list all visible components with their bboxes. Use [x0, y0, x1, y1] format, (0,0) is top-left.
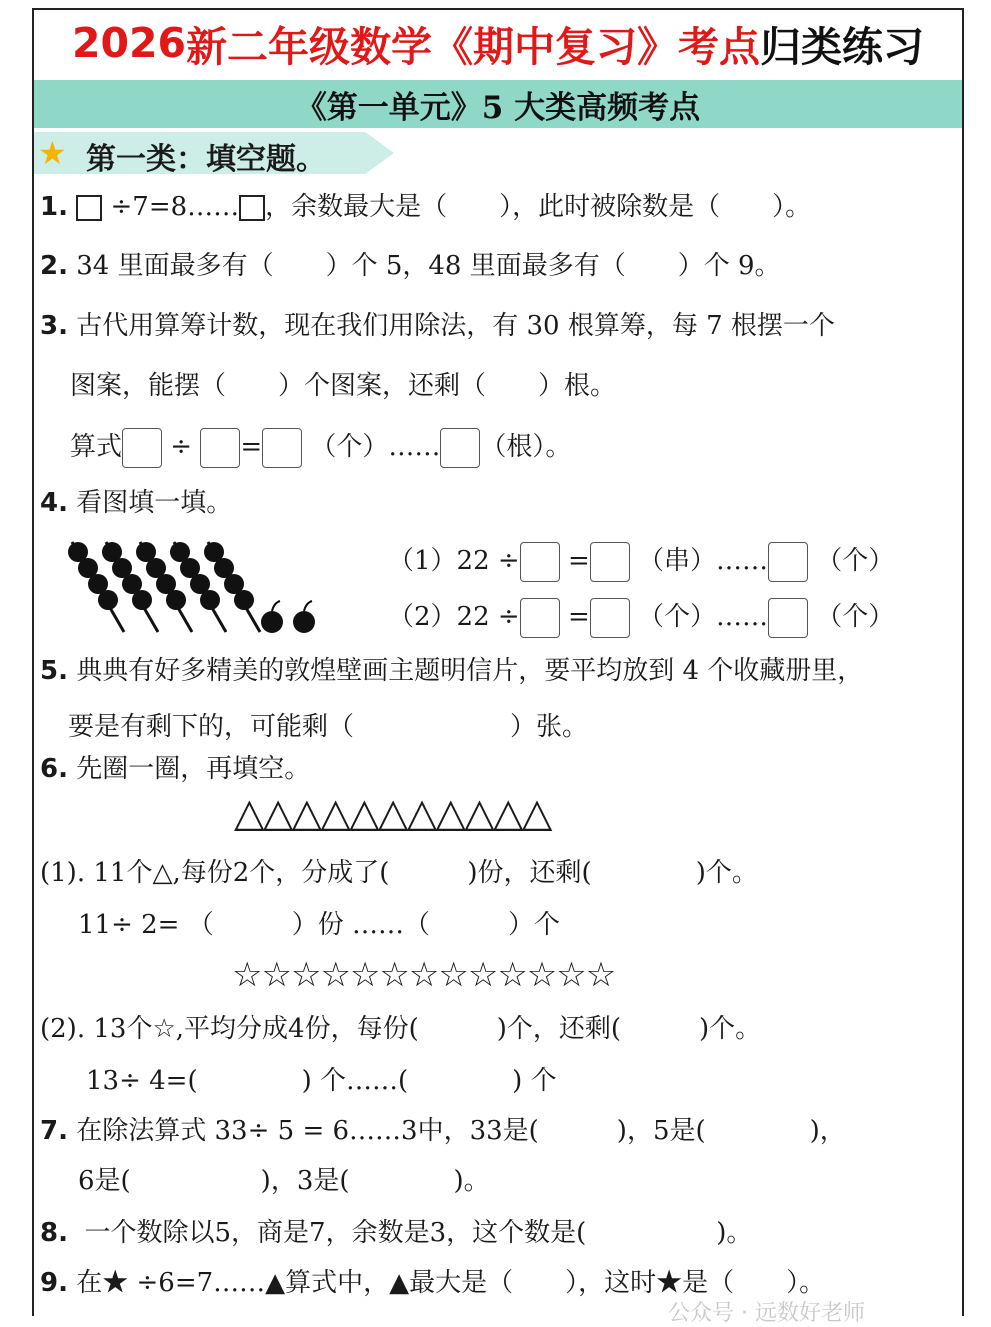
question-4-row1: （1）22 ÷ = （串）…… （个） — [388, 540, 894, 582]
answer-box[interactable] — [520, 542, 560, 582]
stars-row: ☆☆☆☆☆☆☆☆☆☆☆☆☆ — [232, 955, 616, 995]
question-6-part1: (1). 11个△,每份2个，分成了( )份，还剩( )个。 — [40, 858, 758, 888]
blank-box[interactable] — [239, 195, 265, 221]
question-5: 5. 典典有好多精美的敦煌壁画主题明信片，要平均放到 4 个收藏册里， — [40, 656, 864, 686]
answer-box[interactable] — [200, 428, 240, 468]
triangle-icon: △ — [152, 858, 173, 888]
category-label: 第一类：填空题。 — [86, 142, 326, 177]
question-6: 6. 先圈一圈，再填空。 — [40, 754, 311, 784]
question-7-line2: 6是( )，3是( )。 — [78, 1166, 490, 1196]
answer-box[interactable] — [262, 428, 302, 468]
question-3: 3. 古代用算筹计数，现在我们用除法，有 30 根算筹，每 7 根摆一个 — [40, 311, 835, 341]
candied-fruit-image — [62, 538, 332, 638]
question-6-part2: (2). 13个☆,平均分成4份，每份( )个，还剩( )个。 — [40, 1014, 762, 1044]
answer-box[interactable] — [590, 598, 630, 638]
question-6-part2-equation: 13÷ 4=( ) 个……( ) 个 — [86, 1066, 557, 1096]
question-3-formula: 算式 ÷ = （个）…… （根）。 — [70, 426, 571, 468]
question-4-row2: （2）22 ÷ = （个）…… （个） — [388, 596, 894, 638]
answer-box[interactable] — [440, 428, 480, 468]
answer-box[interactable] — [768, 542, 808, 582]
question-3-line2: 图案，能摆（ ）个图案，还剩（ ）根。 — [70, 371, 617, 401]
watermark: 公众号 · 远数好老师 — [668, 1301, 865, 1326]
question-2: 2. 34 里面最多有（ ）个 5，48 里面最多有（ ）个 9。 — [40, 251, 781, 281]
answer-box[interactable] — [768, 598, 808, 638]
question-7: 7. 在除法算式 33÷ 5 = 6……3中，33是( )，5是( )， — [40, 1116, 846, 1146]
question-6-part1-equation: 11÷ 2= （ ）份 ……（ ）个 — [78, 910, 560, 940]
answer-box[interactable] — [122, 428, 162, 468]
triangles-row: △△△△△△△△△△△ — [234, 790, 551, 836]
answer-box[interactable] — [520, 598, 560, 638]
question-8: 8. 一个数除以5，商是7，余数是3，这个数是( )。 — [40, 1218, 753, 1248]
question-1: 1. ÷7=8…… ，余数最大是（ ），此时被除数是（ ）。 — [40, 192, 812, 222]
page-title: 2026 新二年级数学 《期中复习》考点 归类练习 — [71, 19, 925, 71]
star-icon: ★ — [38, 134, 67, 172]
question-9: 9. 在★ ÷6=7……▲算式中，▲最大是（ ），这时★是（ ）。 — [40, 1268, 826, 1298]
blank-box[interactable] — [76, 195, 102, 221]
star-outline-icon: ☆ — [152, 1014, 176, 1044]
question-4: 4. 看图填一填。 — [40, 488, 233, 518]
category-banner — [34, 132, 394, 177]
question-5-line2: 要是有剩下的，可能剩（ ）张。 — [68, 712, 589, 742]
subtitle-bar — [34, 80, 962, 128]
subtitle: 《第一单元》5 大类高频考点 — [295, 89, 701, 126]
answer-box[interactable] — [590, 542, 630, 582]
